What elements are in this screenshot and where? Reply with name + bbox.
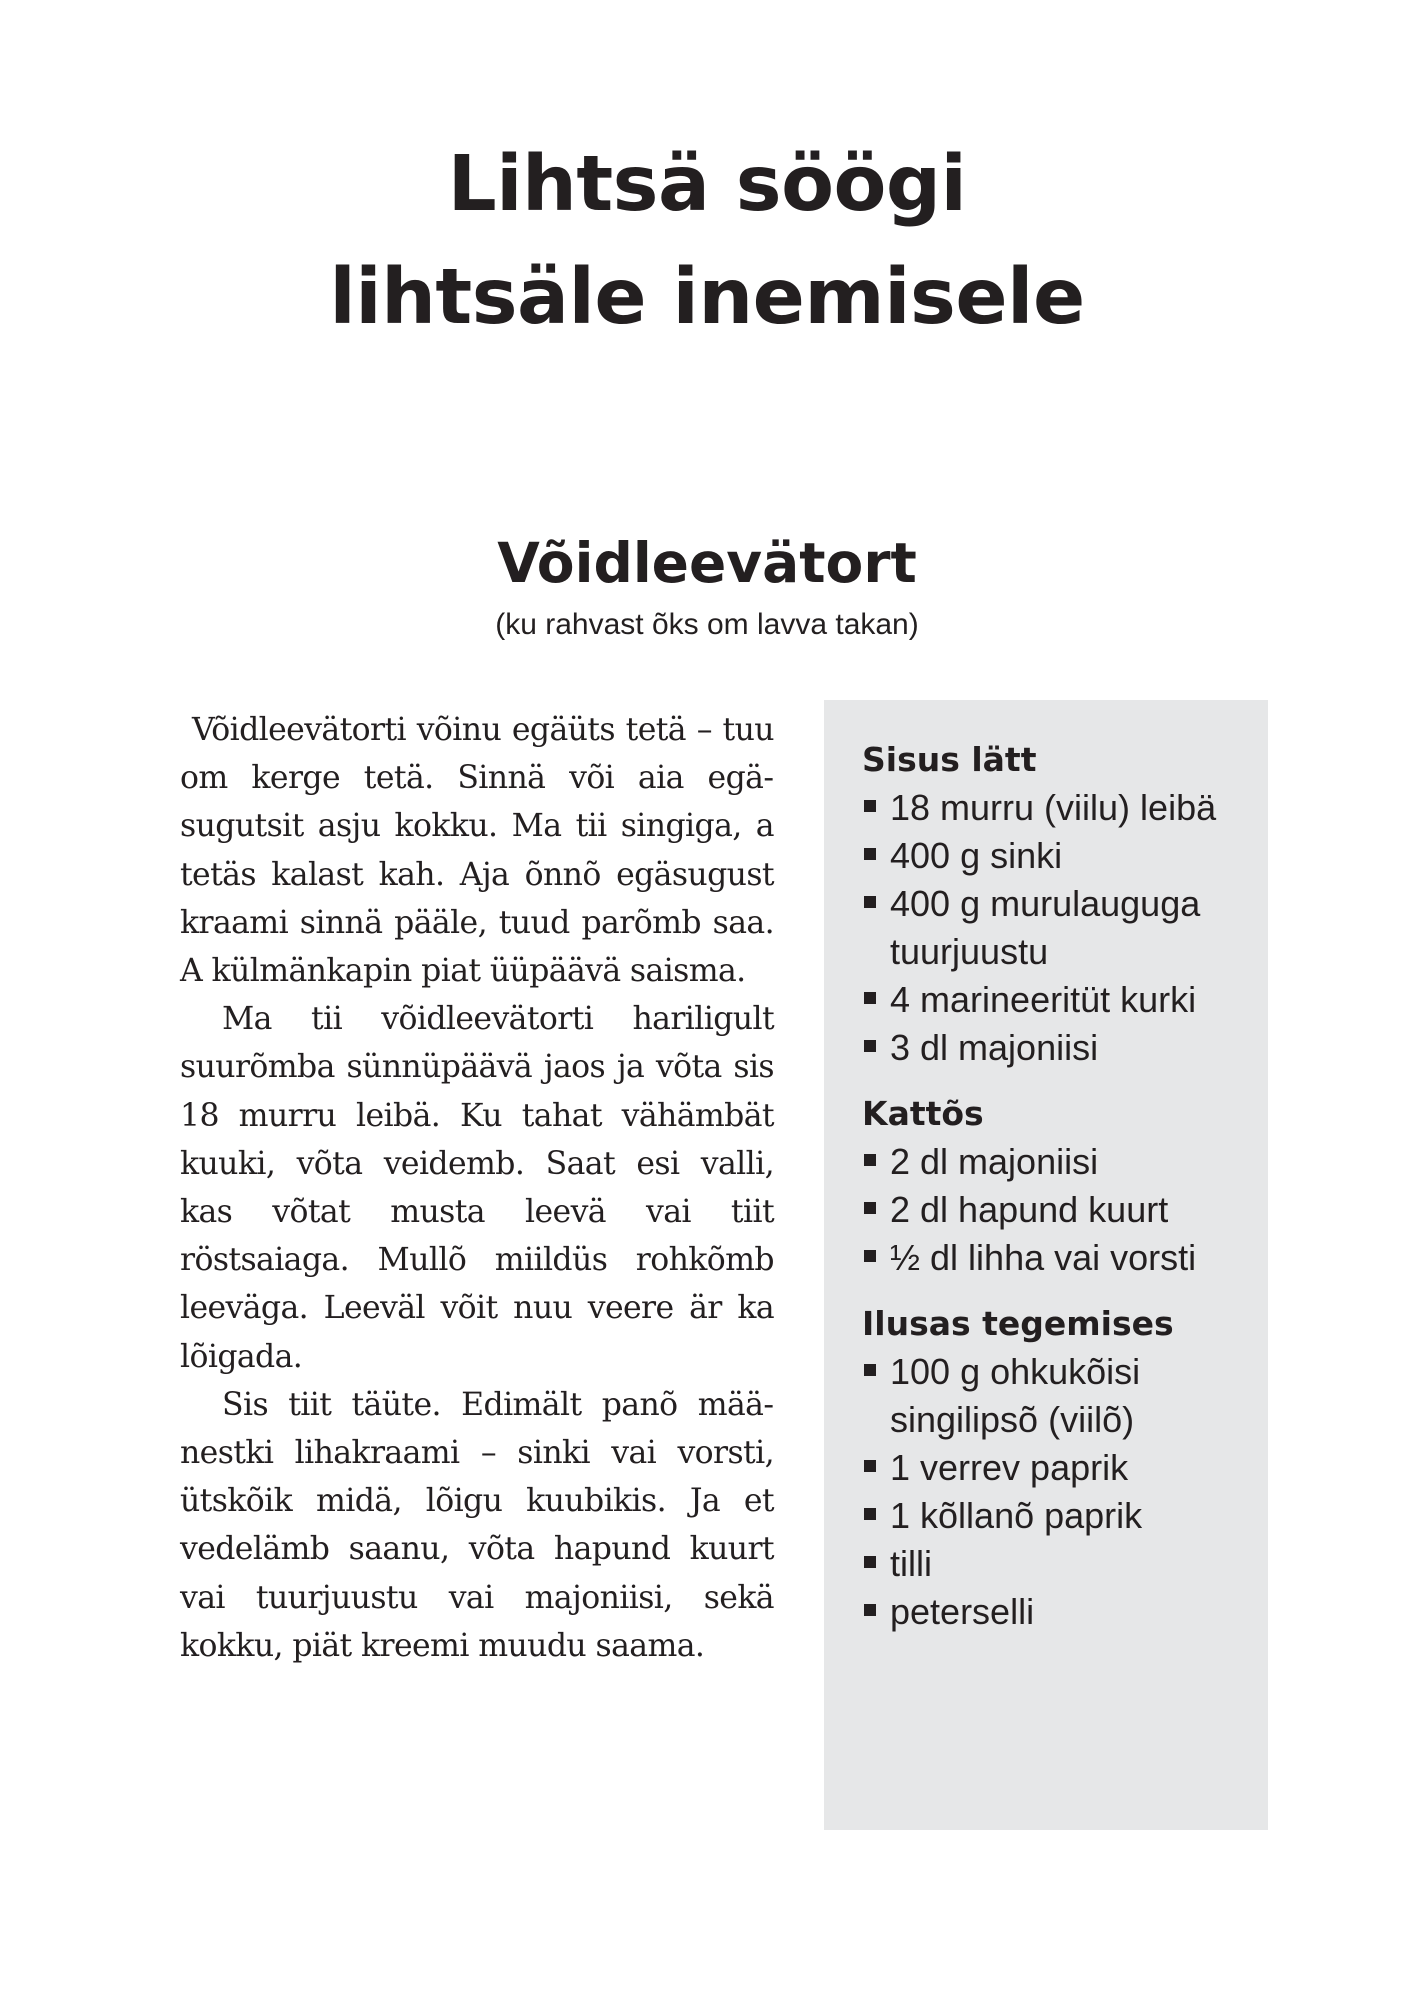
ingredient-list <box>862 1138 1248 1282</box>
body-paragraph-3: Sis tiit täüte. Edimält panõ määnestki lihakraami – sinki vai vorsti, ütskõik midä, lõigu kuubikis. Ja et vedelämb saanu, võta hapund kuurt vai tuurjuustu vai majoniisi, sekä kokku, piät kreemi muudu saama. <box>180 1386 774 1664</box>
ingredient-item <box>862 1138 1248 1186</box>
ingredient-section-filling <box>862 736 1248 1072</box>
book-title-line-2: lihtsäle inemisele <box>329 253 1085 342</box>
ingredient-list <box>862 784 1248 1072</box>
recipe-body <box>180 706 774 1670</box>
ingredient-text: 400 g murulauguga tuurjuustu <box>890 883 1201 972</box>
recipe-subtitle: (ku rahvast õks om lavva takan) <box>495 608 919 641</box>
square-bullet-icon <box>864 896 876 908</box>
square-bullet-icon <box>864 1040 876 1052</box>
square-bullet-icon <box>864 1364 876 1376</box>
ingredient-item <box>862 1186 1248 1234</box>
ingredient-text: 2 dl majoniisi <box>890 1141 1099 1182</box>
ingredient-text: 1 kõllanõ paprik <box>890 1495 1143 1536</box>
ingredient-item <box>862 1444 1248 1492</box>
square-bullet-icon <box>864 1508 876 1520</box>
square-bullet-icon <box>864 1460 876 1472</box>
ingredient-section-heading: Kattõs <box>862 1094 984 1133</box>
ingredient-text: 4 marineeritüt kurki <box>890 979 1197 1020</box>
ingredient-item <box>862 1234 1248 1282</box>
body-paragraph-1: Võidleevätorti võinu egäüts tetä – tuu om kerge tetä. Sinnä või aia egäsugutsit asju kokku. Ma tii singiga, a tetäs kalast kah. Aja õnnõ egäsugust kraami sinnä pääle, tuud parõmb saa. A külmänkapin piat üüpäävä saisma. <box>180 712 774 990</box>
ingredient-item <box>862 832 1248 880</box>
ingredient-text: peterselli <box>890 1591 1035 1632</box>
ingredient-box <box>824 700 1268 1830</box>
ingredient-item <box>862 1348 1248 1444</box>
square-bullet-icon <box>864 800 876 812</box>
body-paragraph-2: Ma tii võidleevätorti hariligult suurõmba sünnüpäävä jaos ja võta sis 18 murru leibä. Ku tahat vähämbät kuuki, võta veidemb. Saat esi valli, kas võtat musta leevä vai tiit röstsaiaga. Mullõ miildüs rohkõmb leeväga. Leeväl võit nuu veere är ka lõigada. <box>180 1001 774 1375</box>
ingredient-list <box>862 1348 1248 1636</box>
ingredient-text: 1 verrev paprik <box>890 1447 1129 1488</box>
ingredient-item <box>862 1540 1248 1588</box>
ingredient-text: 3 dl majoniisi <box>890 1027 1099 1068</box>
square-bullet-icon <box>864 1556 876 1568</box>
ingredient-text: ½ dl lihha vai vorsti <box>890 1237 1197 1278</box>
ingredient-item <box>862 1024 1248 1072</box>
ingredient-section-heading: Ilusas tegemises <box>862 1304 1174 1343</box>
book-title-line-1: Lihtsä söögi <box>447 140 967 229</box>
square-bullet-icon <box>864 1154 876 1166</box>
ingredient-text: 2 dl hapund kuurt <box>890 1189 1169 1230</box>
square-bullet-icon <box>864 1604 876 1616</box>
ingredient-text: tilli <box>890 1543 932 1584</box>
ingredient-item <box>862 1492 1248 1540</box>
ingredient-item <box>862 784 1248 832</box>
recipe-title: Võidleevätort <box>497 531 917 595</box>
ingredient-section-topping <box>862 1090 1248 1282</box>
ingredient-section-decoration <box>862 1300 1248 1636</box>
ingredient-text: 100 g ohkukõisi singilipsõ (viilõ) <box>890 1351 1141 1440</box>
square-bullet-icon <box>864 848 876 860</box>
ingredient-text: 18 murru (viilu) leibä <box>890 787 1217 828</box>
square-bullet-icon <box>864 1250 876 1262</box>
book-title <box>0 128 1414 354</box>
ingredient-item <box>862 880 1248 976</box>
ingredient-item <box>862 976 1248 1024</box>
ingredient-item <box>862 1588 1248 1636</box>
ingredient-text: 400 g sinki <box>890 835 1063 876</box>
square-bullet-icon <box>864 992 876 1004</box>
ingredient-section-heading: Sisus lätt <box>862 740 1037 779</box>
square-bullet-icon <box>864 1202 876 1214</box>
